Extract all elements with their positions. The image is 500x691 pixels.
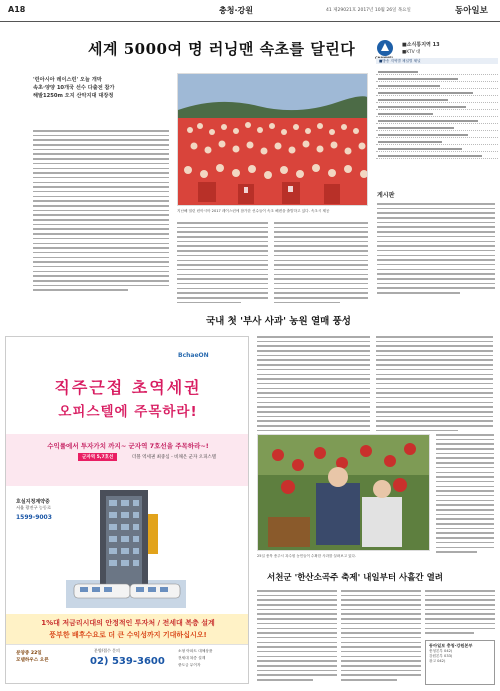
ad-brand-logo: BchaeON [178,352,209,359]
marathon-photo [177,73,368,206]
lead-subheads [33,76,169,100]
ad-date-label: 분양중 22일 [16,651,42,656]
ad-station-badge: 군자역 5,7호선 [78,453,117,461]
lead-line: '런아시아 레이스런' 오늘 개막 [33,77,102,83]
apple-photo-caption: 25일 충북 충주시 과수원 농민들이 수확한 사과를 살펴보고 있다. [257,554,356,558]
notice-text [377,203,495,297]
issue-info: 41 제29021호 2017년 10월 26일 목요일 [326,8,411,13]
apple-photo [257,434,430,551]
bureau-line: 광고 042) [429,659,446,663]
ad-inquiry-label: 분양/접수 문의 [94,648,120,653]
ad-feature-line2: 풍부한 배후수요로 더 큰 수익성까지 기대하십시오! [49,631,207,639]
bureau-contact-box [425,640,495,685]
building-illustration [66,484,186,608]
ad-slogan: 수익률에서 투자가치 까지~ 군자역 7호선을 주목하라~! [47,442,209,450]
ad-contact-phone: 1599-9003 [16,514,52,521]
notice-title: 게시판 [377,192,395,199]
apple-article-headline: 국내 첫 '부사 사과' 농원 열매 풍성 [206,316,351,327]
article-column [376,336,493,434]
sidebar-title: ■소식통지역 13 [402,42,440,48]
real-estate-advertisement[interactable] [5,336,249,684]
soju-festival-headline: 서천군 '한산소곡주 축제' 내일부터 사흘간 열려 [267,573,444,583]
ad-open-date [16,650,76,664]
ad-badge-text: 더블 역세권 최중심 - 비채온 군자 오피스텔 [132,455,217,460]
article-column [425,590,495,637]
lead-line: 속초·양양 10개국 선수 다출전 참가 [33,85,115,91]
article-column [274,222,368,306]
article-column [436,434,494,556]
ad-bullet: 전세대 복층 설계 [178,656,206,660]
ad-contact-info [16,498,62,521]
article-column [257,336,370,444]
ad-date-sub: 모델하우스 오픈 [16,658,49,663]
photo-caption: 지난해 열린 런아시아 2017 레이스런에 참가한 선수들이 속초 해변을 출발하고 있다. 속초시 제공 [177,209,330,213]
article-column [257,590,337,684]
sidebar-banner: ■방송 지역별 채널별 채널 [376,58,498,64]
bureau-title: 동아일보 충청·강원본부 [429,643,473,648]
lead-line: 해발1250m 오지 산악지대 대장정 [33,93,114,99]
section-title: 충청·강원 [219,6,253,15]
ad-main-phone[interactable]: 02) 539-3600 [90,656,165,667]
broadcast-schedule [376,68,498,159]
bureau-line: 강원본부 033) [429,654,453,658]
ad-title-line1: 직주근접 초역세권 [54,378,202,397]
masthead: 동아일보 [455,6,488,16]
page-header [0,0,500,22]
article-column [177,222,268,306]
ad-title-line2: 오피스텔에 주목하라! [58,404,198,420]
main-headline: 세계 5000여 명 러닝맨 속초를 달린다 [88,40,356,58]
ad-bullet-list [178,648,248,669]
bureau-line: 충청본부 042) [429,649,453,653]
article-column [341,590,421,684]
page-number: A18 [8,5,26,14]
ad-bullet: 중도금 무이자 [178,663,201,667]
ad-feature-line1: 1%대 저금리시대의 안정적인 투자처 / 전세대 복층 설계 [41,619,215,627]
ad-bullet: 소형 아파트 대체상품 [178,649,213,653]
ad-contact-address: 서울 광진구 능동로 [16,505,52,510]
ad-contact-name: 호실지정계약중 [16,499,50,505]
article-column [33,130,169,294]
channel-sidebar [374,36,498,166]
sidebar-subtitle: ■KTV 대 [402,50,421,55]
